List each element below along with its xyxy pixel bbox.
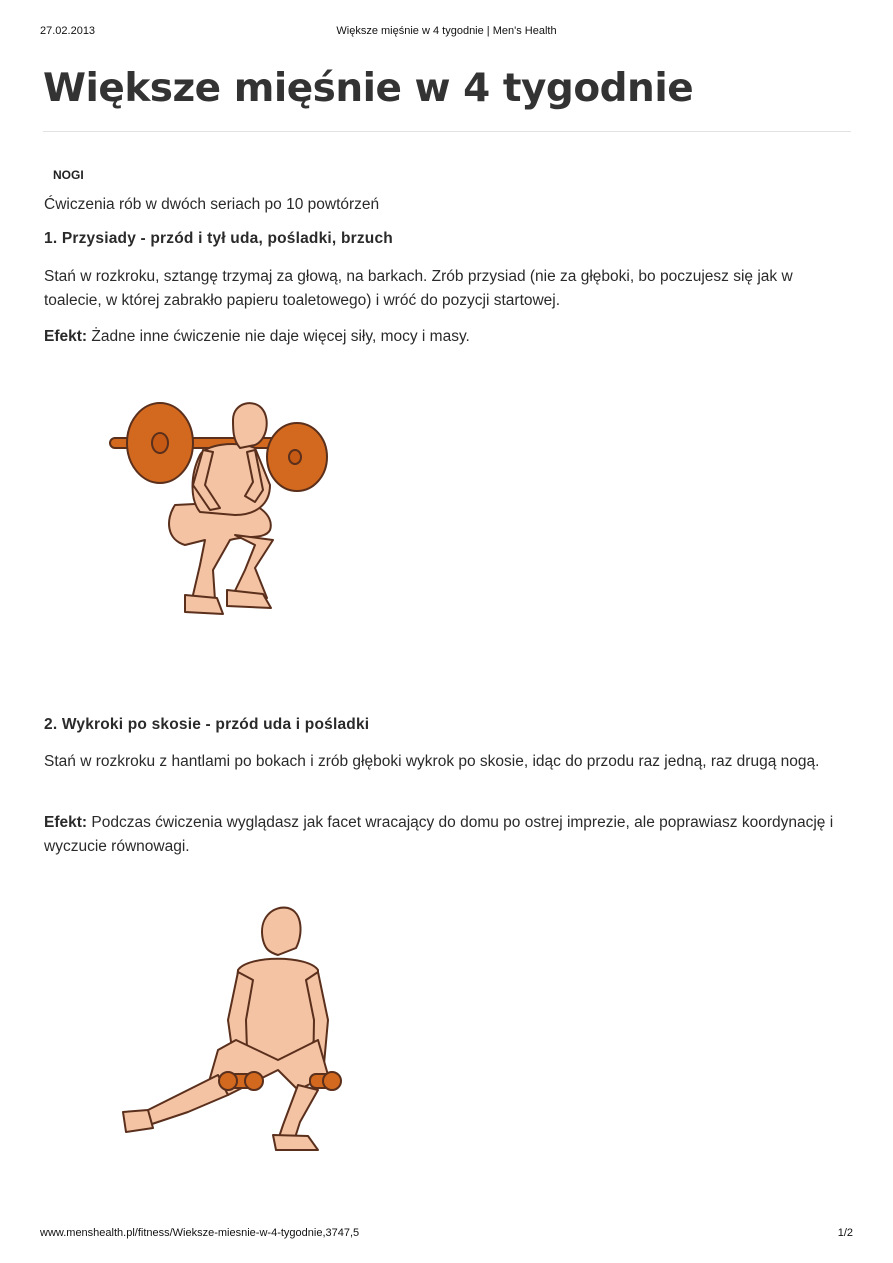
squat-illustration	[105, 390, 335, 630]
exercise-1-description: Stań w rozkroku, sztangę trzymaj za głową, na barkach. Zrób przysiad (nie za głęboki, bo poczujesz się jak w toalecie, w której zabrakło papieru toaletowego) i wróć do pozycji startowej.	[44, 268, 793, 309]
section-label: NOGI	[53, 168, 84, 182]
page-number: 1/2	[837, 1227, 853, 1239]
exercise-1-heading: 1. Przysiady - przód i tył uda, pośladki, brzuch	[44, 230, 393, 247]
effect-text: Żadne inne ćwiczenie nie daje więcej siły, mocy i masy.	[87, 328, 470, 345]
lunge-illustration	[118, 900, 348, 1160]
page-title: Większe mięśnie w 4 tygodnie	[43, 66, 694, 111]
exercise-2-heading: 2. Wykroki po skosie - przód uda i pośladki	[44, 716, 370, 733]
exercise-2-description: Stań w rozkroku z hantlami po bokach i zrób głęboki wykrok po skosie, idąc do przodu raz jedną, raz drugą nogą.	[44, 753, 820, 770]
title-divider	[43, 131, 851, 132]
effect-text: Podczas ćwiczenia wyglądasz jak facet wracający do domu po ostrej imprezie, ale poprawiasz koordynację i wyczucie równowagi.	[44, 814, 834, 855]
intro-text: Ćwiczenia rób w dwóch seriach po 10 powtórzeń	[44, 196, 380, 213]
print-header-date: 27.02.2013	[40, 25, 96, 37]
effect-label: Efekt:	[44, 328, 88, 345]
exercise-1-effect	[44, 325, 854, 349]
footer-url: www.menshealth.pl/fitness/Wieksze-miesnie-w-4-tygodnie,3747,5	[40, 1227, 360, 1239]
print-header-title: Większe mięśnie w 4 tygodnie | Men's Health	[336, 25, 557, 37]
exercise-2-effect	[44, 811, 854, 859]
effect-label: Efekt:	[44, 814, 88, 831]
